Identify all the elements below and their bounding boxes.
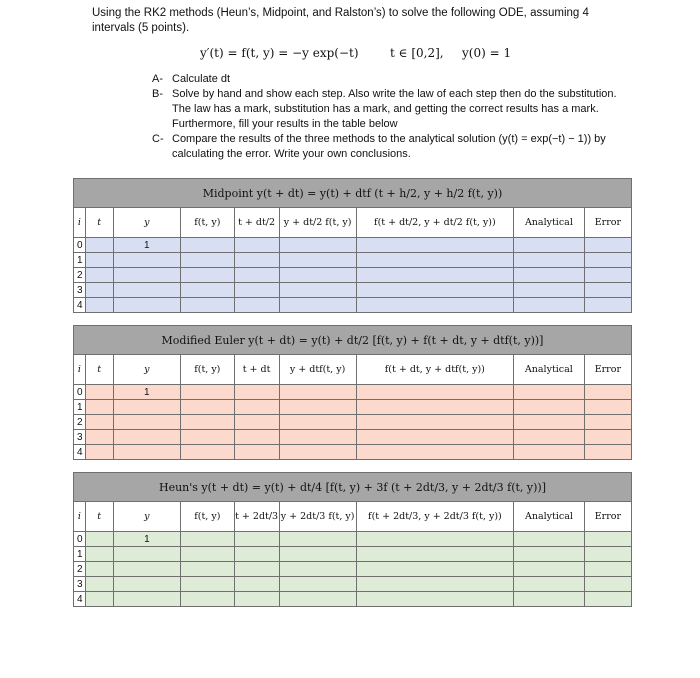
table-row xyxy=(74,238,632,253)
header-error: Error xyxy=(584,208,631,238)
table-row xyxy=(74,415,632,430)
header-t-plus-dt: t + dt xyxy=(234,355,279,385)
table-row xyxy=(74,400,632,415)
row-index: 3 xyxy=(74,430,86,445)
header-f: f(t, y) xyxy=(181,208,235,238)
table-row xyxy=(74,283,632,298)
row-index: 2 xyxy=(74,562,86,577)
header-analytical: Analytical xyxy=(514,208,585,238)
midpoint-table xyxy=(73,178,632,313)
ode-equation: y′(t) = f(t, y) = −y exp(−t) xyxy=(200,46,359,60)
header-f: f(t, y) xyxy=(181,355,235,385)
table-row xyxy=(74,385,632,400)
y0-cell: 1 xyxy=(113,385,180,400)
table-row xyxy=(74,577,632,592)
header-analytical: Analytical xyxy=(514,502,585,532)
row-index: 2 xyxy=(74,415,86,430)
header-y-half-step: y + dt/2 f(t, y) xyxy=(279,208,356,238)
header-f-midpoint: f(t + dt/2, y + dt/2 f(t, y)) xyxy=(356,208,513,238)
table-row xyxy=(74,562,632,577)
header-f-corrector: f(t + dt, y + dtf(t, y)) xyxy=(356,355,513,385)
header-i: i xyxy=(74,355,86,385)
y0-cell: 1 xyxy=(113,238,180,253)
table-row xyxy=(74,445,632,460)
header-analytical: Analytical xyxy=(514,355,585,385)
header-f: f(t, y) xyxy=(181,502,235,532)
header-t-half-step: t + dt/2 xyxy=(234,208,279,238)
row-index: 1 xyxy=(74,400,86,415)
header-i: i xyxy=(74,502,86,532)
header-t-two-thirds: t + 2dt/3 xyxy=(234,502,279,532)
modified-euler-table xyxy=(73,325,632,460)
header-t: t xyxy=(85,355,113,385)
table-row xyxy=(74,532,632,547)
task-text: Compare the results of the three methods to the analytical solution (y(t) = exp(−t) − 1)) by calculating the error. Write your own conclusions. xyxy=(172,133,606,160)
task-label: C- xyxy=(152,133,164,145)
table-row xyxy=(74,298,632,313)
task-label: A- xyxy=(152,73,163,85)
task-list xyxy=(152,72,622,162)
ode-initial-condition: y(0) = 1 xyxy=(462,46,512,60)
intro-text: Using the RK2 methods (Heun’s, Midpoint, and Ralston’s) to solve the following ODE, assuming 4 intervals (5 points). xyxy=(92,7,589,34)
table-row xyxy=(74,547,632,562)
row-index: 0 xyxy=(74,385,86,400)
header-error: Error xyxy=(584,502,631,532)
y0-cell: 1 xyxy=(113,532,180,547)
table-row xyxy=(74,253,632,268)
header-y-two-thirds: y + 2dt/3 f(t, y) xyxy=(279,502,356,532)
heun-table xyxy=(73,472,632,607)
row-index: 0 xyxy=(74,238,86,253)
task-label: B- xyxy=(152,88,163,100)
row-index: 4 xyxy=(74,445,86,460)
row-index: 1 xyxy=(74,547,86,562)
midpoint-title: Midpoint y(t + dt) = y(t) + dtf (t + h/2, y + h/2 f(t, y)) xyxy=(74,179,632,208)
task-text: Solve by hand and show each step. Also write the law of each step then do the substitution. The law has a mark, substitution has a mark, and getting the correct results has a mark. Furthermore, fill your results in the table below xyxy=(172,88,617,130)
table-row xyxy=(74,430,632,445)
row-index: 3 xyxy=(74,283,86,298)
task-item-c xyxy=(152,132,622,162)
header-y: y xyxy=(113,208,180,238)
row-index: 2 xyxy=(74,268,86,283)
header-y: y xyxy=(113,502,180,532)
header-f-two-thirds: f(t + 2dt/3, y + 2dt/3 f(t, y)) xyxy=(356,502,513,532)
task-item-a xyxy=(152,72,622,87)
header-y: y xyxy=(113,355,180,385)
row-index: 4 xyxy=(74,592,86,607)
ode-domain: t ∈ [0,2], xyxy=(390,46,444,60)
task-text: Calculate dt xyxy=(172,73,231,85)
heun-title: Heun's y(t + dt) = y(t) + dt/4 [f(t, y) + 3f (t + 2dt/3, y + 2dt/3 f(t, y))] xyxy=(74,473,632,502)
row-index: 0 xyxy=(74,532,86,547)
task-item-b xyxy=(152,87,622,132)
header-t: t xyxy=(85,502,113,532)
row-index: 4 xyxy=(74,298,86,313)
table-row xyxy=(74,592,632,607)
row-index: 3 xyxy=(74,577,86,592)
modified-euler-title: Modified Euler y(t + dt) = y(t) + dt/2 [f(t, y) + f(t + dt, y + dtf(t, y))] xyxy=(74,326,632,355)
header-i: i xyxy=(74,208,86,238)
header-t: t xyxy=(85,208,113,238)
table-row xyxy=(74,268,632,283)
header-y-predictor: y + dtf(t, y) xyxy=(279,355,356,385)
header-error: Error xyxy=(584,355,631,385)
row-index: 1 xyxy=(74,253,86,268)
